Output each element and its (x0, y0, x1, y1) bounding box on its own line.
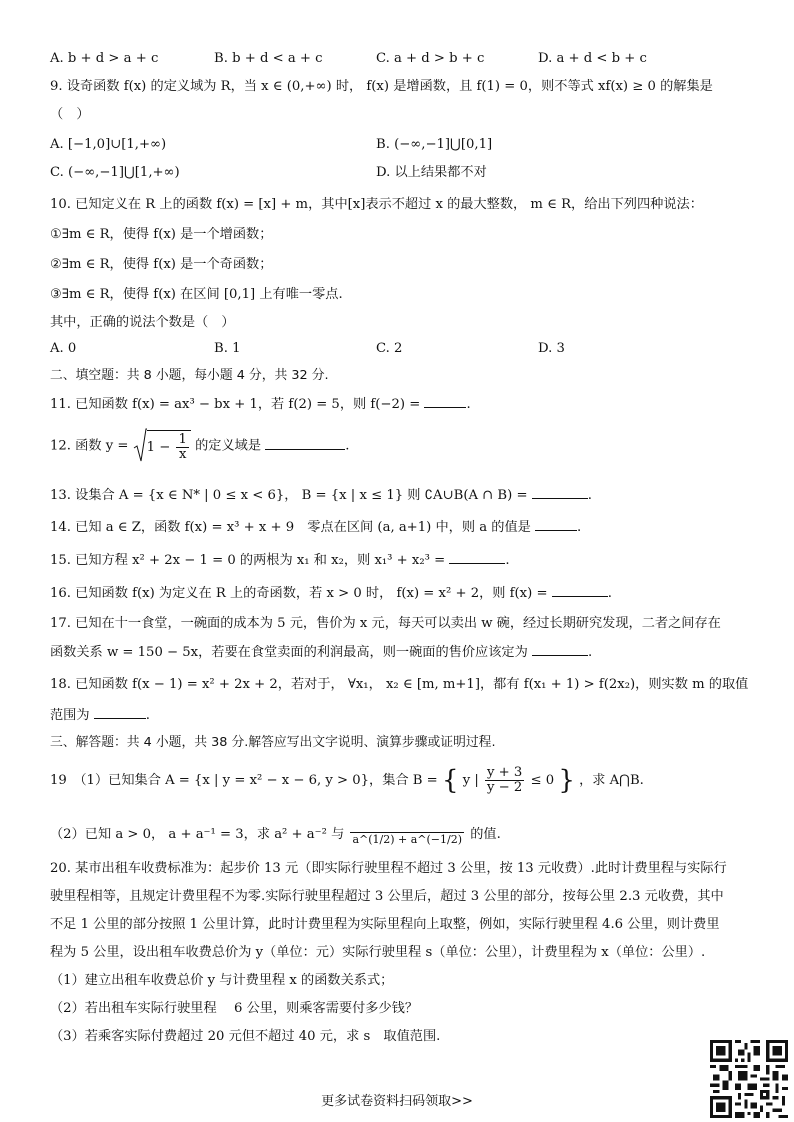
q8-option-b: B. b + d < a + c (214, 51, 323, 66)
q20-line-2: 驶里程相等，且规定计费里程不为零.实际行驶里程超过 3 公里后，超过 3 公里的部分，按每公里 2.3 元收费，其中 (50, 889, 724, 904)
q19-p2-fraction (350, 822, 464, 847)
sqrt-radical (133, 428, 191, 464)
q14-text: 14. 已知 a ∈ Z，函数 f(x) = x³ + x + 9 零点在区间 (a, a+1) 中，则 a 的值是 (50, 520, 531, 535)
q11-text: 11. 已知函数 f(x) = ax³ − bx + 1，若 f(2) = 5，则 f(−2) = (50, 397, 421, 412)
q20-line-3: 不足 1 公里的部分按照 1 公里计算，此时计费里程为实际里程向上取整，例如，实际行驶里程 4.6 公里，则计费里 (50, 917, 720, 932)
q13: 13. 设集合 A = {x ∈ N* | 0 ≤ x < 6}， B = {x | x ≤ 1} 则 ∁A∪B(A ∩ B) = . (50, 488, 592, 503)
footer-scan-prompt[interactable]: 更多试卷资料扫码领取>> (321, 1094, 473, 1109)
q17-line-2: 函数关系 w = 150 − 5x，若要在食堂卖面的利润最高，则一碗面的售价应该定为 . (50, 645, 593, 660)
q12-answer-blank[interactable] (265, 437, 345, 450)
q8-option-a: A. b + d > a + c (50, 51, 159, 66)
q19-p1-fraction (485, 766, 524, 795)
q17-answer-blank[interactable] (532, 643, 588, 656)
q19-p1-denominator: y − 2 (486, 780, 523, 795)
q17-text: 函数关系 w = 150 − 5x，若要在食堂卖面的利润最高，则一碗面的售价应该定为 (50, 645, 528, 660)
q18-answer-blank[interactable] (94, 706, 146, 719)
q10-option-c: C. 2 (376, 341, 403, 356)
left-brace: { (441, 765, 459, 796)
q16: 16. 已知函数 f(x) 为定义在 R 上的奇函数，若 x > 0 时， f(x) = x² + 2，则 f(x) = . (50, 586, 612, 601)
q8-option-d: D. a + d < b + c (538, 51, 647, 66)
q19-p1-post: ，求 A⋂B. (579, 773, 644, 788)
q15-answer-blank[interactable] (449, 551, 505, 564)
q19-p1-set-tail: ≤ 0 (530, 773, 555, 788)
q18-text: 范围为 (50, 708, 90, 723)
section-3-heading: 三、解答题：共 4 小题，共 38 分.解答应写出文字说明、演算步骤或证明过程. (50, 735, 496, 750)
q10-stem: 10. 已知定义在 R 上的函数 f(x) = [x] + m，其中[x]表示不超过 x 的最大整数， m ∈ R，给出下列四种说法： (50, 197, 703, 212)
q10-ask: 其中，正确的说法个数是（ ） (50, 315, 235, 330)
q8-option-c: C. a + d > b + c (376, 51, 485, 66)
q17-line-1: 17. 已知在十一食堂，一碗面的成本为 5 元，售价为 x 元，每天可以卖出 w 碗，经过长期研究发现，二者之间存在 (50, 616, 721, 631)
q18-line-2: 范围为 . (50, 708, 150, 723)
q20-part-1: （1）建立出租车收费总价 y 与计费里程 x 的函数关系式； (50, 973, 394, 988)
q19-part-1 (50, 766, 644, 795)
q20-part-3: （3）若乘客实际付费超过 20 元但不超过 40 元，求 s 取值范围. (50, 1029, 441, 1044)
q19-p1-set-lead: y | (462, 773, 479, 788)
q19-p2-denominator: a^(1/2) + a^(−1/2) (352, 833, 463, 846)
q15-text: 15. 已知方程 x² + 2x − 1 = 0 的两根为 x₁ 和 x₂，则 x₁³ + x₂³ = (50, 553, 446, 568)
q10-statement-1: ①∃m ∈ R，使得 f(x) 是一个增函数； (50, 227, 273, 242)
q13-answer-blank[interactable] (532, 486, 588, 499)
q20-line-1: 20. 某市出租车收费标准为：起步价 13 元（即实际行驶里程不超过 3 公里，按 13 元收费）.此时计费里程与实际行 (50, 861, 727, 876)
q14-answer-blank[interactable] (535, 518, 577, 531)
q9-option-d: D. 以上结果都不对 (376, 165, 487, 180)
q12-sqrt-lead: 1 − (146, 440, 171, 455)
q10-option-d: D. 3 (538, 341, 565, 356)
q19-p1-pre: 19 （1）已知集合 A = {x | y = x² − x − 6, y > 0}，集合 B = (50, 773, 438, 788)
q19-p2-post: 的值. (470, 827, 501, 842)
section-2-heading: 二、填空题：共 8 小题，每小题 4 分，共 32 分. (50, 368, 329, 383)
q19-p1-numerator: y + 3 (486, 765, 523, 780)
q13-text: 13. 设集合 A = {x ∈ N* | 0 ≤ x < 6}， B = {x | x ≤ 1} 则 ∁A∪B(A ∩ B) = (50, 488, 528, 503)
q12-denominator: x (178, 447, 187, 462)
q20-part-2: （2）若出租车实际行驶里程 6 公里，则乘客需要付多少钱？ (50, 1001, 419, 1016)
q19-part-2 (50, 822, 501, 847)
q12-numerator: 1 (178, 432, 187, 447)
q16-answer-blank[interactable] (552, 584, 608, 597)
q9-paren: （ ） (50, 107, 90, 122)
q18-line-1: 18. 已知函数 f(x − 1) = x² + 2x + 2，若对于， ∀x₁， x₂ ∈ [m, m+1]，都有 f(x₁ + 1) > f(2x₂)，则实数 m 的取值 (50, 677, 749, 692)
q10-option-a: A. 0 (50, 341, 77, 356)
q9-option-c: C. (−∞,−1]⋃[1,+∞) (50, 165, 180, 180)
q19-p2-numerator (350, 822, 464, 833)
q12: 12. 函数 y = 1 − $\frac{1}{x}$ 的定义域是 . (50, 428, 349, 464)
q10-option-b: B. 1 (214, 341, 241, 356)
q10-statement-2: ②∃m ∈ R，使得 f(x) 是一个奇函数； (50, 257, 273, 272)
q11-answer-blank[interactable] (424, 395, 466, 408)
q12-pre: 12. 函数 y = (50, 438, 129, 454)
q9-stem: 9. 设奇函数 f(x) 的定义域为 R，当 x ∈ (0,+∞) 时， f(x) 是增函数，且 f(1) = 0，则不等式 xf(x) ≥ 0 的解集是 (50, 79, 713, 94)
q20-line-4: 程为 5 公里，设出租车收费总价为 y（单位：元）实际行驶里程 s（单位：公里），计费里程为 x（单位：公里）. (50, 945, 706, 960)
q9-option-b: B. (−∞,−1]⋃[0,1] (376, 137, 493, 152)
q9-option-a: A. [−1,0]∪[1,+∞) (50, 137, 167, 152)
q10-statement-3: ③∃m ∈ R，使得 f(x) 在区间 [0,1] 上有唯一零点. (50, 287, 343, 302)
q19-p2-pre: （2）已知 a > 0， a + a⁻¹ = 3，求 a² + a⁻² 与 (50, 827, 345, 842)
q11: 11. 已知函数 f(x) = ax³ − bx + 1，若 f(2) = 5，则 f(−2) = . (50, 397, 471, 412)
q15: 15. 已知方程 x² + 2x − 1 = 0 的两根为 x₁ 和 x₂，则 x₁³ + x₂³ = . (50, 553, 510, 568)
q12-fraction (176, 433, 188, 462)
q12-post: 的定义域是 (195, 438, 262, 454)
right-brace: } (558, 765, 575, 796)
q14: 14. 已知 a ∈ Z，函数 f(x) = x³ + x + 9 零点在区间 (a, a+1) 中，则 a 的值是 . (50, 520, 582, 535)
q16-text: 16. 已知函数 f(x) 为定义在 R 上的奇函数，若 x > 0 时， f(x) = x² + 2，则 f(x) = (50, 586, 548, 601)
